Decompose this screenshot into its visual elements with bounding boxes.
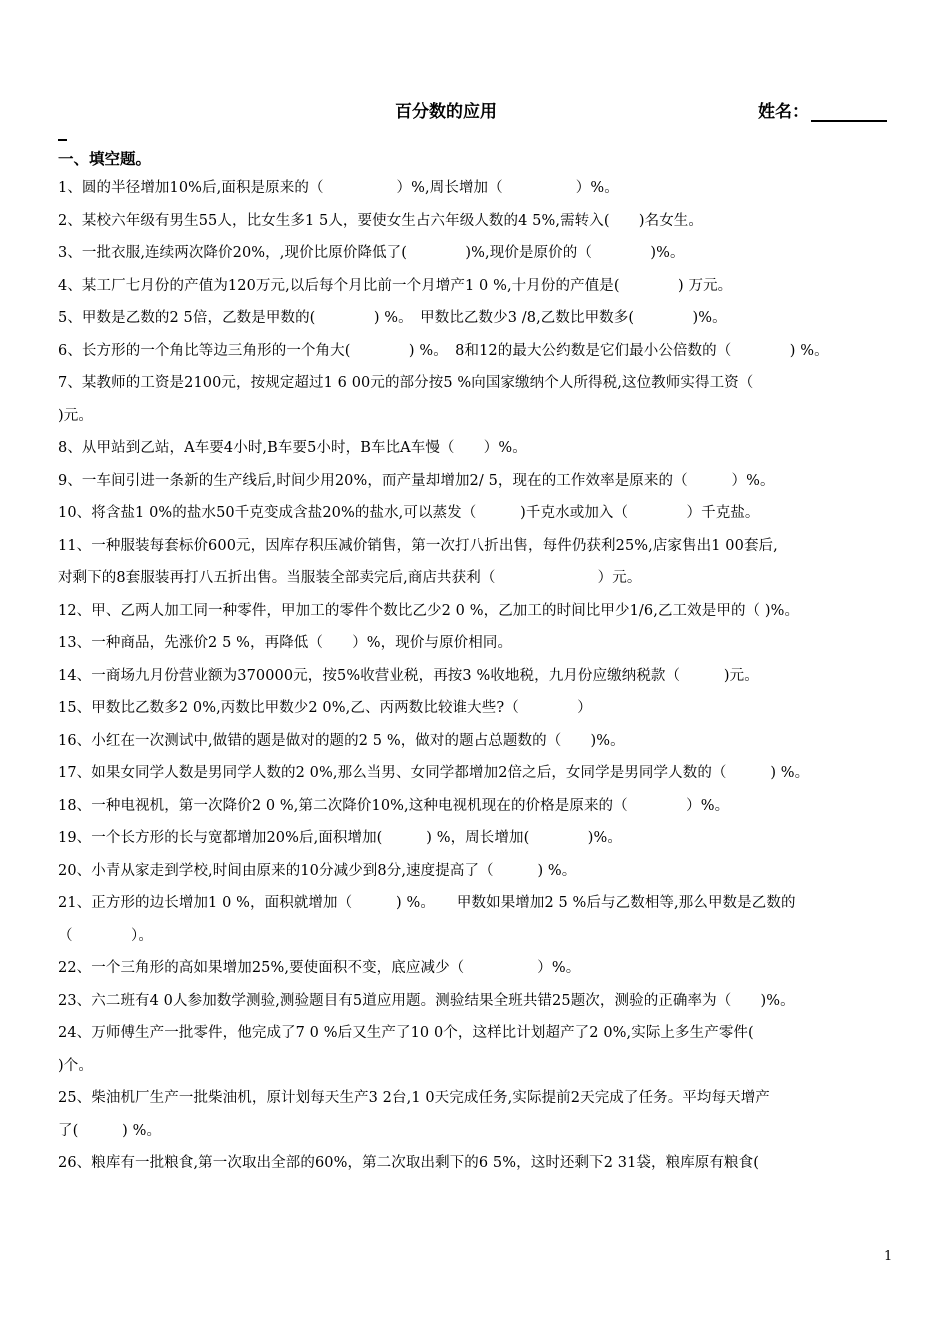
question-line: 23、六二班有4 0人参加数学测验,测验题目有5道应用题。测验结果全班共错25题次，测验的正确率为（ )%。 [58,992,795,1009]
question-line: 11、一种服装每套标价600元，因库存积压减价销售，第一次打八折出售，每件仍获利25%,店家售出1 00套后, [58,537,778,554]
question-line: 25、柴油机厂生产一批柴油机，原计划每天生产3 2台,1 0天完成任务,实际提前2天完成了任务。平均每天增产 [58,1090,770,1106]
question-line: 1、圆的半径增加10%后,面积是原来的（ ）%,周长增加（ ）%。 [58,180,619,196]
question-line: 7、某教师的工资是2100元，按规定超过1 6 00元的部分按5 %向国家缴纳个人所得税,这位教师实得工资（ [58,375,754,391]
name-label: 姓名： [758,102,809,122]
question-line: 18、一种电视机，第一次降价2 0 %,第二次降价10%,这种电视机现在的价格是原来的（ ）%。 [58,797,730,814]
question-line: 21、正方形的边长增加1 0 %，面积就增加（ ) %。 甲数如果增加2 5 %后与乙数相等,那么甲数是乙数的 [58,895,796,911]
question-line: 4、某工厂七月份的产值为120万元,以后每个月比前一个月增产1 0 %,十月份的产值是( ) 万元。 [58,277,733,294]
question-line: 对剩下的8套服装再打八五折出售。当服装全部卖完后,商店共获利（ ）元。 [58,570,642,586]
question-line: 13、一种商品，先涨价2 5 %，再降低（ ）%，现价与原价相同。 [58,635,513,651]
question-line: 22、一个三角形的高如果增加25%,要使面积不变，底应减少（ ）%。 [58,960,581,976]
name-blank-line [811,103,887,122]
question-line: 12、甲、乙两人加工同一种零件，甲加工的零件个数比乙少2 0 %，乙加工的时间比甲少1/6,乙工效是甲的（ )%。 [58,602,800,619]
question-line: 8、从甲站到乙站，A车要4小时,B车要5小时，B车比A车慢（ ）%。 [58,440,527,456]
question-line: 14、一商场九月份营业额为370000元，按5%收营业税，再按3 %收地税，九月份应缴纳税款（ )元。 [58,667,759,684]
decorative-dash [58,139,67,141]
question-line: 3、一批衣服,连续两次降价20%，,现价比原价降低了( )%,现价是原价的（ )%。 [58,245,685,261]
question-list [58,172,900,1180]
question-line: )个。 [58,1057,93,1074]
question-line: )元。 [58,407,93,424]
question-line: 20、小青从家走到学校,时间由原来的10分减少到8分,速度提高了（ ) %。 [58,862,577,879]
question-line: 19、一个长方形的长与宽都增加20%后,面积增加( ) %，周长增加( )%。 [58,830,622,846]
question-line: 16、小红在一次测试中,做错的题是做对的题的2 5 %，做对的题占总题数的（ )%。 [58,732,625,749]
question-line: 24、万师傅生产一批零件，他完成了7 0 %后又生产了10 0个，这样比计划超产了2 0%,实际上多生产零件( [58,1025,754,1041]
question-line: 10、将含盐1 0%的盐水50千克变成含盐20%的盐水,可以蒸发（ )千克水或加入（ ）千克盐。 [58,505,760,521]
question-line: （ ）。 [58,927,153,944]
question-line: 26、粮库有一批粮食,第一次取出全部的60%，第二次取出剩下的6 5%，这时还剩下2 31袋，粮库原有粮食( [58,1155,759,1171]
question-line: 17、如果女同学人数是男同学人数的2 0%,那么当男、女同学都增加2倍之后，女同学是男同学人数的（ ) %。 [58,765,810,781]
question-line: 了( ) %。 [58,1122,162,1139]
page-number: 1 [884,1249,893,1264]
question-line: 9、一车间引进一条新的生产线后,时间少用20%，而产量却增加2/ 5，现在的工作效率是原来的（ ）%。 [58,472,775,489]
name-field [758,97,887,122]
page-title: 百分数的应用 [395,102,497,122]
question-line: 15、甲数比乙数多2 0%,丙数比甲数少2 0%,乙、丙两数比较谁大些?（ ） [58,700,592,716]
question-line: 6、长方形的一个角比等边三角形的一个角大( ) %。 8和12的最大公约数是它们最小公倍数的（ ) %。 [58,342,829,359]
section-heading: 一、填空题。 [58,150,152,168]
question-line: 2、某校六年级有男生55人，比女生多1 5人，要使女生占六年级人数的4 5%,需转入( )名女生。 [58,212,703,229]
question-line: 5、甲数是乙数的2 5倍，乙数是甲数的( ) %。 甲数比乙数少3 /8,乙数比甲数多( )%。 [58,310,727,326]
